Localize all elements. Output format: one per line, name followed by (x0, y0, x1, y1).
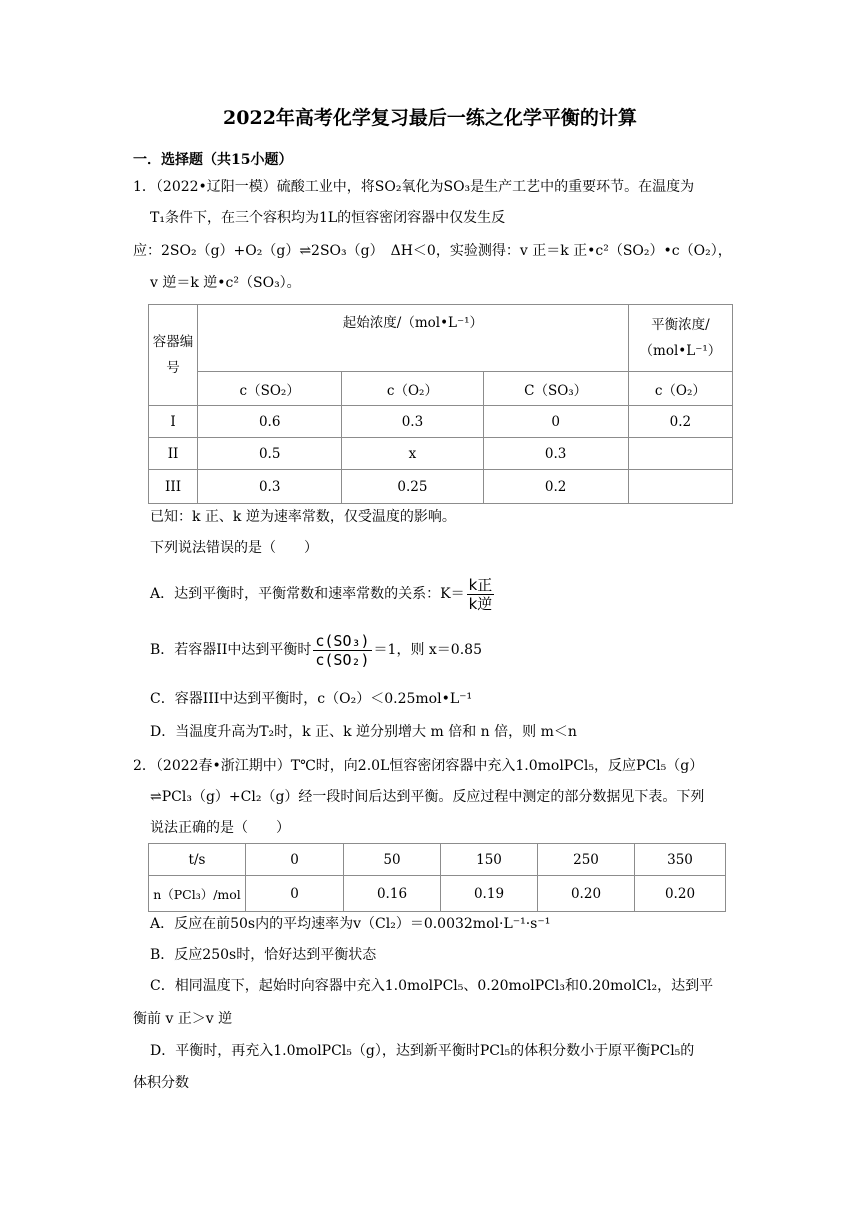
table-header-container: 容器编号 (149, 305, 198, 406)
fraction-denominator: k逆 (468, 594, 493, 613)
table-cell: 350 (635, 844, 726, 876)
table-cell: 0 (246, 876, 344, 912)
q1-note: 已知：k 正、k 逆为速率常数，仅受温度的影响。 (150, 509, 456, 525)
table-cell: x (342, 438, 483, 470)
table-cell: 0.2 (628, 406, 732, 438)
table-subheader: C（SO₃） (483, 372, 628, 406)
table-cell: 50 (344, 844, 441, 876)
table-cell: 0.5 (198, 438, 342, 470)
table-cell: 0.2 (483, 470, 628, 504)
table-row (149, 844, 726, 876)
table-cell: 150 (441, 844, 538, 876)
table-cell: 0.20 (635, 876, 726, 912)
option-a-text: A．达到平衡时，平衡常数和速率常数的关系：K＝ (150, 586, 465, 602)
table-subheader: c（O₂） (628, 372, 732, 406)
table-cell: 250 (538, 844, 635, 876)
q2-line-2: ⇌PCl₃（g）+Cl₂（g）经一段时间后达到平衡。反应过程中测定的部分数据见下表。下列 (150, 789, 705, 805)
q1-option-a (150, 570, 496, 618)
q1-option-d: D．当温度升高为T₂时，k 正、k 逆分别增大 m 倍和 n 倍，则 m＜n (150, 724, 577, 740)
fraction-numerator: c(SO₃) (315, 631, 370, 650)
q2-option-d-line-2: 体积分数 (133, 1075, 189, 1091)
q1-option-b (150, 626, 482, 674)
q1-line-1: 1．（2022•辽阳一模）硫酸工业中，将SO₂氧化为SO₃是生产工艺中的重要环节。在温度为 (133, 179, 695, 195)
table-row (149, 876, 726, 912)
table-row (149, 406, 733, 438)
fraction-numerator: k正 (468, 575, 493, 594)
table-header-equilibrium: 平衡浓度/（mol•L⁻¹） (628, 305, 732, 372)
table-cell: n（PCl₃）/mol (149, 876, 246, 912)
q1-question: 下列说法错误的是（ ） (150, 540, 318, 556)
table-cell: 0.3 (483, 438, 628, 470)
q1-line-4: v 逆＝k 逆•c²（SO₃）。 (150, 275, 301, 291)
q2-data-table (148, 843, 726, 912)
table-cell (628, 438, 732, 470)
table-cell: III (149, 470, 198, 504)
table-header-initial: 起始浓度/（mol•L⁻¹） (198, 305, 629, 372)
table-cell: 0.6 (198, 406, 342, 438)
option-b-tail: ＝1，则 x＝0.85 (373, 642, 482, 658)
q2-option-c-line-1: C．相同温度下，起始时向容器中充入1.0molPCl₅、0.20molPCl₃和0.20molCl₂，达到平 (150, 978, 714, 994)
table-cell: I (149, 406, 198, 438)
q2-option-b: B．反应250s时，恰好达到平衡状态 (150, 947, 377, 963)
table-row (149, 438, 733, 470)
q2-option-a: A．反应在前50s内的平均速率为v（Cl₂）＝0.0032mol·L⁻¹·s⁻¹ (150, 916, 551, 932)
table-row (149, 470, 733, 504)
table-cell: 0.20 (538, 876, 635, 912)
table-subheader: c（SO₂） (198, 372, 342, 406)
q1-line-3: 应：2SO₂（g）+O₂（g）⇌2SO₃（g） ΔH＜0，实验测得：v 正＝k 正•c²（SO₂）•c（O₂）， (133, 243, 732, 259)
fraction-denominator: c(SO₂) (315, 650, 370, 669)
table-subheader: c（O₂） (342, 372, 483, 406)
q2-option-d-line-1: D．平衡时，再充入1.0molPCl₅（g），达到新平衡时PCl₅的体积分数小于原平衡PCl₅的 (150, 1043, 695, 1059)
table-cell: 0 (246, 844, 344, 876)
table-cell: 0.3 (342, 406, 483, 438)
option-b-text: B．若容器II中达到平衡时 (150, 642, 312, 658)
k-ratio-fraction (467, 576, 495, 613)
q2-option-c-line-2: 衡前 v 正＞v 逆 (133, 1011, 233, 1027)
table-cell: t/s (149, 844, 246, 876)
q1-line-2: T₁条件下，在三个容积均为1L的恒容密闭容器中仅发生反 (150, 210, 506, 226)
section-title: 一．选择题（共15小题） (133, 152, 293, 168)
table-cell: 0.19 (441, 876, 538, 912)
concentration-ratio-fraction (313, 632, 371, 669)
table-cell (628, 470, 732, 504)
page-title: 2022年高考化学复习最后一练之化学平衡的计算 (223, 107, 637, 129)
table-cell: 0.25 (342, 470, 483, 504)
q1-option-c: C．容器III中达到平衡时，c（O₂）＜0.25mol•L⁻¹ (150, 691, 473, 707)
q2-line-3: 说法正确的是（ ） (150, 820, 290, 836)
q2-line-1: 2．（2022春•浙江期中）T℃时，向2.0L恒容密闭容器中充入1.0molPCl₅，反应PCl₅（g） (133, 758, 704, 774)
table-cell: 0.16 (344, 876, 441, 912)
table-cell: II (149, 438, 198, 470)
table-cell: 0 (483, 406, 628, 438)
q1-concentration-table (148, 304, 733, 504)
table-cell: 0.3 (198, 470, 342, 504)
